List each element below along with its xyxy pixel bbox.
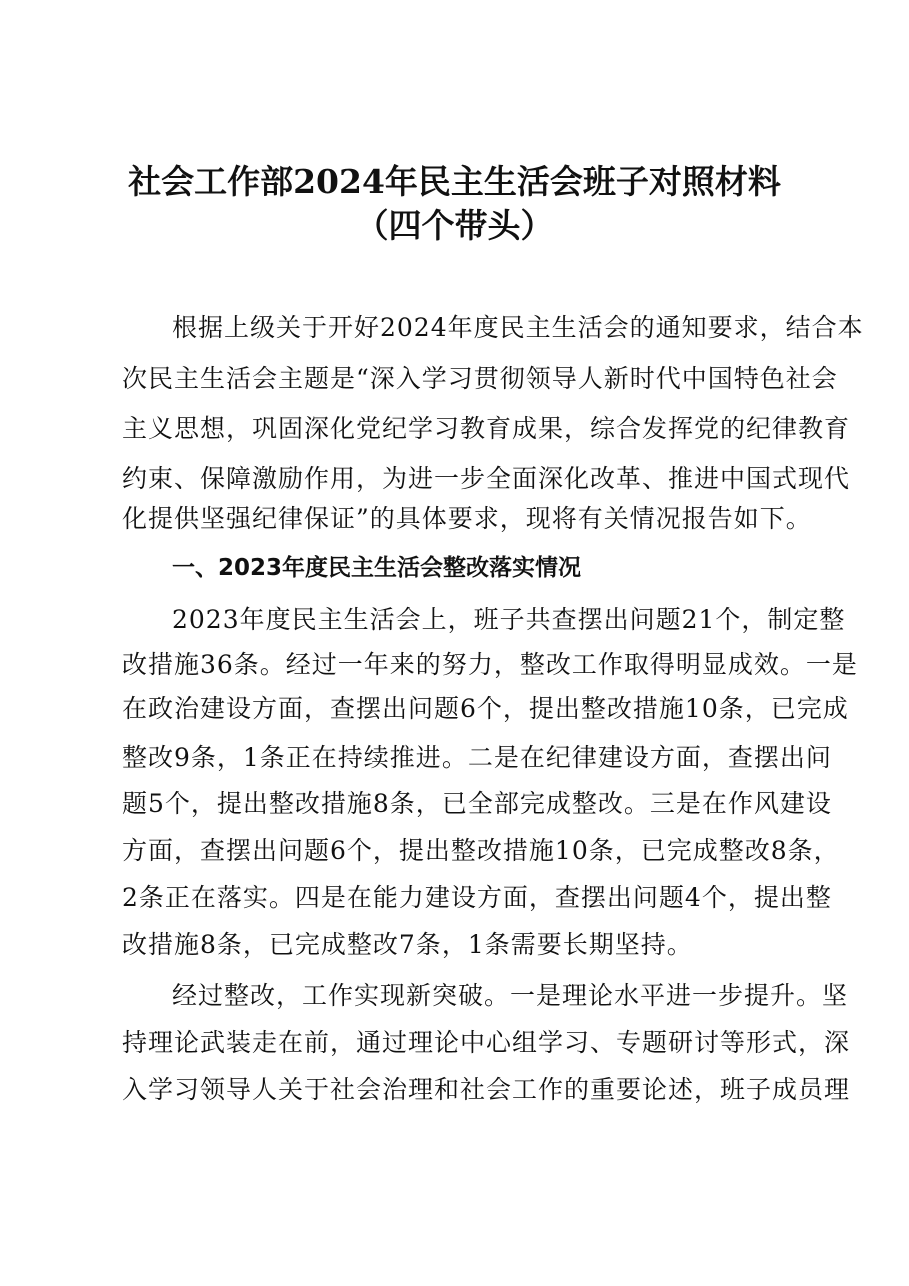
section1-paragraph-line: 改措施36条。经过一年来的努力，整改工作取得明显成效。一是: [122, 650, 858, 679]
document-subtitle: （四个带头）: [355, 206, 554, 245]
section2-paragraph-line: 入学习领导人关于社会治理和社会工作的重要论述，班子成员理: [122, 1075, 851, 1104]
section2-paragraph-line: 经过整改，工作实现新突破。一是理论水平进一步提升。坚: [172, 981, 849, 1010]
section1-paragraph-line: 整改9条，1条正在持续推进。二是在纪律建设方面，查摆出问: [122, 743, 832, 772]
document-title: 社会工作部2024年民主生活会班子对照材料: [128, 162, 781, 201]
section1-paragraph-line: 改措施8条，已完成整改7条，1条需要长期坚持。: [122, 930, 693, 959]
intro-paragraph-line: 化提供坚强纪律保证”的具体要求，现将有关情况报告如下。: [122, 504, 812, 533]
intro-paragraph-line: 约束、保障激励作用，为进一步全面深化改革、推进中国式现代: [122, 464, 851, 493]
section2-paragraph-line: 持理论武装走在前，通过理论中心组学习、专题研讨等形式，深: [122, 1028, 851, 1057]
intro-paragraph-line: 主义思想，巩固深化党纪学习教育成果，综合发挥党的纪律教育: [122, 414, 851, 443]
section1-paragraph-line: 2023年度民主生活会上，班子共查摆出问题21个，制定整: [172, 605, 846, 634]
section1-paragraph-line: 2条正在落实。四是在能力建设方面，查摆出问题4个，提出整: [122, 883, 832, 912]
intro-paragraph-line: 次民主生活会主题是“深入学习贯彻领导人新时代中国特色社会: [122, 364, 838, 393]
section1-paragraph-line: 方面，查摆出问题6个，提出整改措施10条，已完成整改8条，: [122, 836, 840, 865]
intro-paragraph-line: 根据上级关于开好2024年度民主生活会的通知要求，结合本: [172, 313, 864, 342]
section1-paragraph-line: 题5个，提出整改措施8条，已全部完成整改。三是在作风建设: [122, 789, 832, 818]
section-heading: 一、2023年度民主生活会整改落实情况: [172, 555, 582, 581]
section1-paragraph-line: 在政治建设方面，查摆出问题6个，提出整改措施10条，已完成: [122, 694, 849, 723]
